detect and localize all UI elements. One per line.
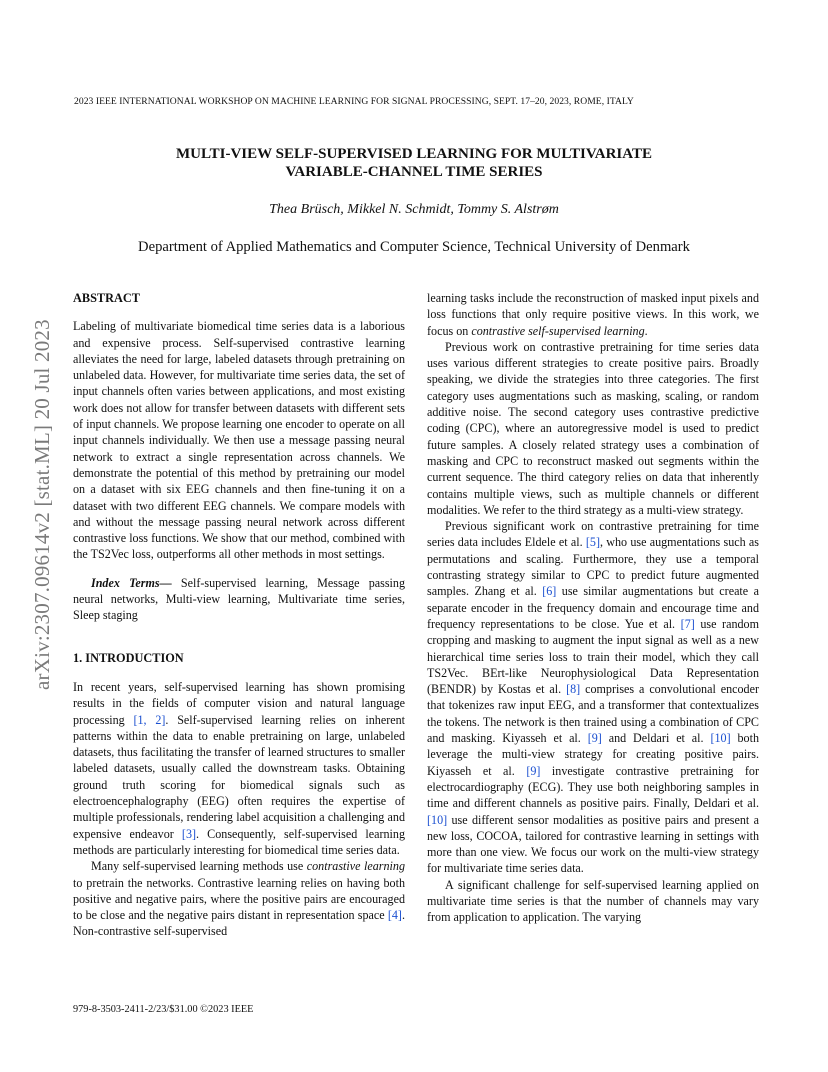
running-header: 2023 IEEE INTERNATIONAL WORKSHOP ON MACHINE LEARNING FOR SIGNAL PROCESSING, SEPT. 17–20, 2023, ROME, ITALY (74, 96, 634, 107)
intro-paragraph-3: learning tasks include the reconstruction of masked input pixels and loss functions that only require positive views. In this work, we focus on contrastive self-supervised learning. (427, 291, 759, 338)
citation-link[interactable]: [5] (585, 535, 600, 550)
paper-title (80, 145, 748, 181)
right-column (427, 290, 759, 926)
authors: Thea Brüsch, Mikkel N. Schmidt, Tommy S. Alstrøm (269, 202, 559, 217)
footer-copyright: 979-8-3503-2411-2/23/$31.00 ©2023 IEEE (73, 1004, 254, 1015)
citation-link[interactable]: [1, 2] (133, 712, 166, 727)
index-terms-text: Self-supervised learning, Message passing neural networks, Multi-view learning, Multivariate time series, Sleep staging (73, 575, 405, 623)
intro-paragraph-5: Previous significant work on contrastive pretraining for time series data includes Eldele et al. [5], who use augmentations such as permutations and scaling. Furthermore, they use a temporal contrasting strategy similar to CPC to predict future augmented samples. Zhang et al. [6] use similar augmentations but create a separate encoder in the frequency domain and encourage time and frequency representations to be close. Yue et al. [7] use random cropping and masking to augment the input signal as well as a new hierarchical time series loss to train their model, which they call TS2Vec. BErt-like Neurophysiological Data Representation (BENDR) by Kostas et al. [8] comprises a convolutional encoder that tokenizes raw input EEG, and a transformer that contextualizes the tokens. The network is then trained using a combination of CPC and masking. Kiyasseh et al. [9] and Deldari et al. [10] both leverage the multi-view strategy for creating positive pairs. Kiyasseh et al. [9] investigate contrastive pretraining for electrocardiography (ECG). They use both neighboring samples in time and different channels as positive pairs. Finally, Deldari et al. [10] use different sensor modalities as positive pairs and present a new loss, COCOA, tailored for contrastive learning in settings with more than one view. We focus our work on the multi-view strategy for multivariate time series data. (427, 519, 760, 876)
citation-link[interactable]: [9] (526, 763, 541, 778)
intro-paragraph-2: Many self-supervised learning methods use contrastive learning to pretrain the networks. Contrastive learning relies on having both positive and negative pairs, where the positive pairs are encouraged to be close and the negative pairs distant in representation space [4]. Non-contrastive self-supervised (73, 859, 405, 939)
citation-link[interactable]: [6] (542, 584, 557, 599)
intro-paragraph-4: Previous work on contrastive pretraining for time series data uses various different strategies to create positive pairs. Broadly speaking, we divide the strategies into three categories. The first category uses augmentations such as masking, scaling, or random additive noise. The second category uses contrastive predictive coding (CPC), where an autoregressive model is used to predict future samples. A closely related strategy uses a combination of masking and CPC to reconstruct masked out segments within the current sequence. The third category relies on data that inherently contains multiple views, such as multiple channels or different modalities. We refer to the third strategy as a multi-view strategy. (427, 339, 759, 517)
title-line-1: MULTI-VIEW SELF-SUPERVISED LEARNING FOR MULTIVARIATE (176, 146, 652, 162)
index-terms (73, 575, 405, 624)
intro-paragraph-1: In recent years, self-supervised learning has shown promising results in the fields of computer vision and natural language processing [1, 2]. Self-supervised learning relies on inherent patterns within the data to enable pretraining on large, unlabeled datasets, thus facilitating the transfer of learned structures to smaller labeled datasets, usually called the downstream tasks. Obtaining ground truth scoring for biomedical signals such as electroencephalography (EEG) often requires the expertise of multiple professionals, rendering label acquisition a challenging and expensive endeavor [3]. Consequently, self-supervised learning methods are particularly interesting for biomedical time series data. (73, 679, 405, 857)
abstract-heading: ABSTRACT (73, 291, 140, 305)
citation-link[interactable]: [10] (427, 812, 448, 827)
title-line-2: VARIABLE-CHANNEL TIME SERIES (285, 164, 543, 180)
index-terms-label: Index Terms— (91, 575, 172, 590)
citation-link[interactable]: [3] (181, 826, 197, 841)
introduction-heading: 1. INTRODUCTION (73, 650, 184, 665)
intro-paragraph-6: A significant challenge for self-supervised learning applied on multivariate time series is that the number of channels may vary from application to application. The varying (427, 877, 759, 925)
arxiv-stamp[interactable]: arXiv:2307.09614v2 [stat.ML] 20 Jul 2023 (30, 319, 54, 690)
affiliation: Department of Applied Mathematics and Computer Science, Technical University of Denmark (138, 239, 690, 255)
citation-link[interactable]: [9] (587, 731, 602, 746)
abstract-body: Labeling of multivariate biomedical time series data is a laborious and expensive process. Self-supervised contrastive learning alleviates the need for large, labeled datasets through pretraining on unlabeled data. However, for multivariate time series data, the set of input channels often varies between applications, and most existing work does not allow for transfer between datasets with different sets of input channels. We propose learning one encoder to operate on all input channels individually. We then use a message passing neural network to extract a single representation across channels. We demonstrate the potential of this method by pretraining our model on a dataset with six EEG channels and then fine-tuning it on a dataset with two different EEG channels. We compare models with and without the message passing neural network across different contrastive loss functions. We show that our method, combined with the TS2Vec loss, outperforms all other methods in most settings. (73, 319, 405, 562)
citation-link[interactable]: [7] (680, 616, 695, 631)
citation-link[interactable]: [8] (566, 682, 581, 697)
left-column (73, 290, 405, 940)
citation-link[interactable]: [10] (710, 731, 731, 746)
citation-link[interactable]: [4] (387, 908, 402, 923)
